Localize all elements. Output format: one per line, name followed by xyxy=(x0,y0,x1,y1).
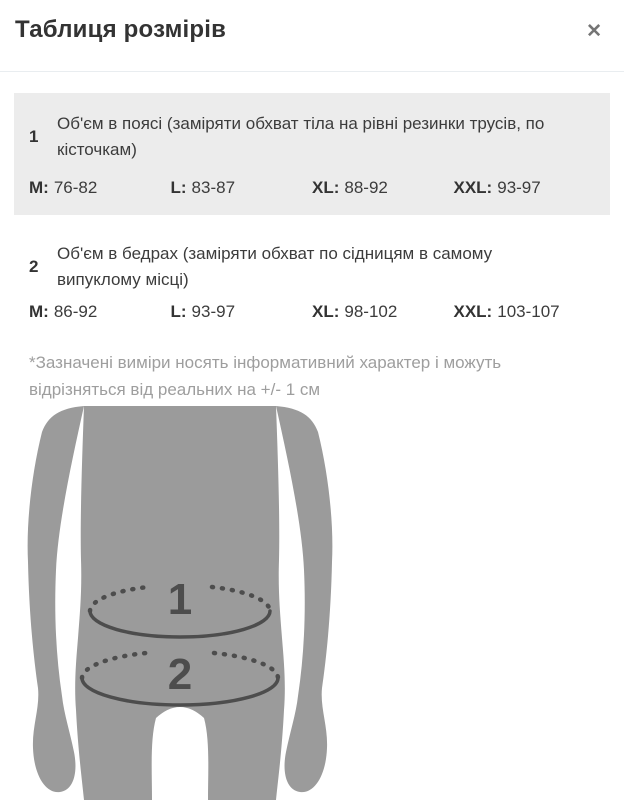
measurement-section-waist xyxy=(14,93,610,215)
size-cell-xl xyxy=(312,177,454,199)
size-cell-m xyxy=(29,301,171,323)
size-cell-xxl xyxy=(454,301,596,323)
page-title: Таблиця розмірів xyxy=(15,16,227,43)
waist-ellipse-label: 1 xyxy=(167,575,193,624)
size-value: 76-82 xyxy=(53,178,98,197)
body-measurement-figure xyxy=(0,400,345,800)
size-row xyxy=(29,177,595,199)
size-cell-xxl xyxy=(454,177,596,199)
size-value: 93-97 xyxy=(497,178,541,197)
measurement-description: Об'єм в бедрах (заміряти обхват по сідницям в самому випуклому місці) xyxy=(57,244,493,289)
measurement-number: 1 xyxy=(29,127,39,146)
size-cell-l xyxy=(171,301,313,323)
measurement-section-hips xyxy=(14,229,610,323)
hips-ellipse-label: 2 xyxy=(167,650,193,699)
size-cell-m xyxy=(29,177,171,199)
measurement-row xyxy=(29,111,595,163)
right-arm-silhouette xyxy=(276,406,332,792)
measurement-description: Об'єм в поясі (заміряти обхват тіла на рівні резинки трусів, по кісточкам) xyxy=(57,114,545,159)
close-icon[interactable]: ✕ xyxy=(586,21,602,42)
modal-header xyxy=(0,0,624,71)
size-label: XL: xyxy=(312,302,340,321)
disclaimer-note: *Зазначені виміри носять інформативний характер і можуть відрізняться від реальних на +/- 1 см xyxy=(29,353,502,399)
size-value: 86-92 xyxy=(53,302,98,321)
measurement-row xyxy=(29,241,595,293)
size-label: XL: xyxy=(312,178,340,197)
size-label: L: xyxy=(170,302,187,321)
size-label: M: xyxy=(29,302,49,321)
size-row xyxy=(29,301,595,323)
measurement-number: 2 xyxy=(29,257,39,276)
size-label: L: xyxy=(170,178,187,197)
size-label: XXL: xyxy=(453,178,493,197)
size-cell-l xyxy=(171,177,313,199)
left-arm-silhouette xyxy=(28,406,84,792)
size-cell-xl xyxy=(312,301,454,323)
size-value: 93-97 xyxy=(191,302,236,321)
body-silhouette-illustration xyxy=(0,400,345,800)
header-divider xyxy=(0,71,624,72)
size-value: 103-107 xyxy=(497,302,560,321)
size-label: M: xyxy=(29,178,49,197)
size-label: XXL: xyxy=(453,302,493,321)
size-value: 88-92 xyxy=(344,178,388,197)
size-value: 98-102 xyxy=(344,302,398,321)
size-value: 83-87 xyxy=(191,178,236,197)
